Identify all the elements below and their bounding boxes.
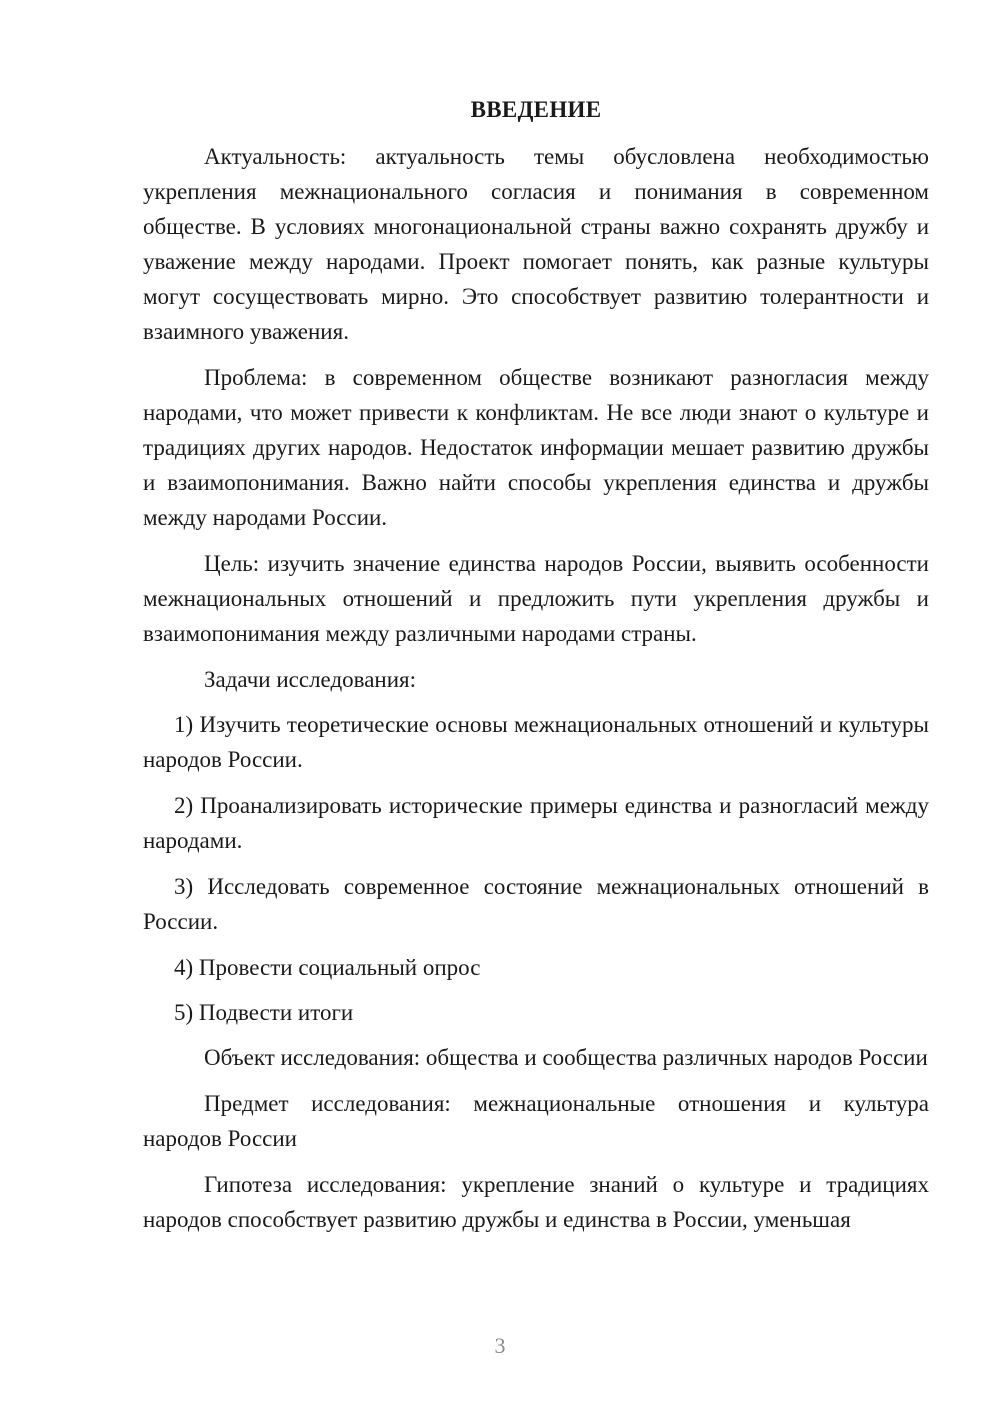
paragraph-subject: Предмет исследования: межнациональные отношения и культура народов России [143, 1091, 929, 1151]
page-title: ВВЕДЕНИЕ [470, 97, 602, 122]
task-item-2: 2) Проанализировать исторические примеры единства и разногласий между народами. [143, 793, 929, 853]
document-page [143, 92, 929, 1248]
paragraph-relevance: Актуальность: актуальность темы обусловлена необходимостью укрепления межнационального согласия и понимания в современном обществе. В условиях многонациональной страны важно сохранять дружбу и уважение между народами. Проект помогает понять, как разные культуры могут сосуществовать мирно. Это способствует развитию толерантности и взаимного уважения. [143, 144, 929, 344]
task-item-4: 4) Провести социальный опрос [174, 955, 481, 980]
task-item-5: 5) Подвести итоги [174, 1000, 354, 1025]
paragraph-object: Объект исследования: общества и сообщества различных народов России [204, 1045, 928, 1070]
task-item-3: 3) Исследовать современное состояние межнациональных отношений в России. [143, 874, 929, 934]
paragraph-hypothesis: Гипотеза исследования: укрепление знаний о культуре и традициях народов способствует развитию дружбы и единства в России, уменьшая [143, 1172, 929, 1232]
paragraph-problem: Проблема: в современном обществе возникают разногласия между народами, что может привести к конфликтам. Не все люди знают о культуре и традициях других народов. Недостаток информации мешает развитию дружбы и взаимопонимания. Важно найти способы укрепления единства и дружбы между народами России. [143, 365, 929, 530]
page-number: 3 [494, 1333, 506, 1358]
paragraph-goal: Цель: изучить значение единства народов России, выявить особенности межнациональных отношений и предложить пути укрепления дружбы и взаимопонимания между различными народами страны. [143, 551, 929, 646]
paragraph-tasks-heading: Задачи исследования: [204, 667, 417, 692]
task-item-1: 1) Изучить теоретические основы межнациональных отношений и культуры народов России. [143, 712, 929, 772]
